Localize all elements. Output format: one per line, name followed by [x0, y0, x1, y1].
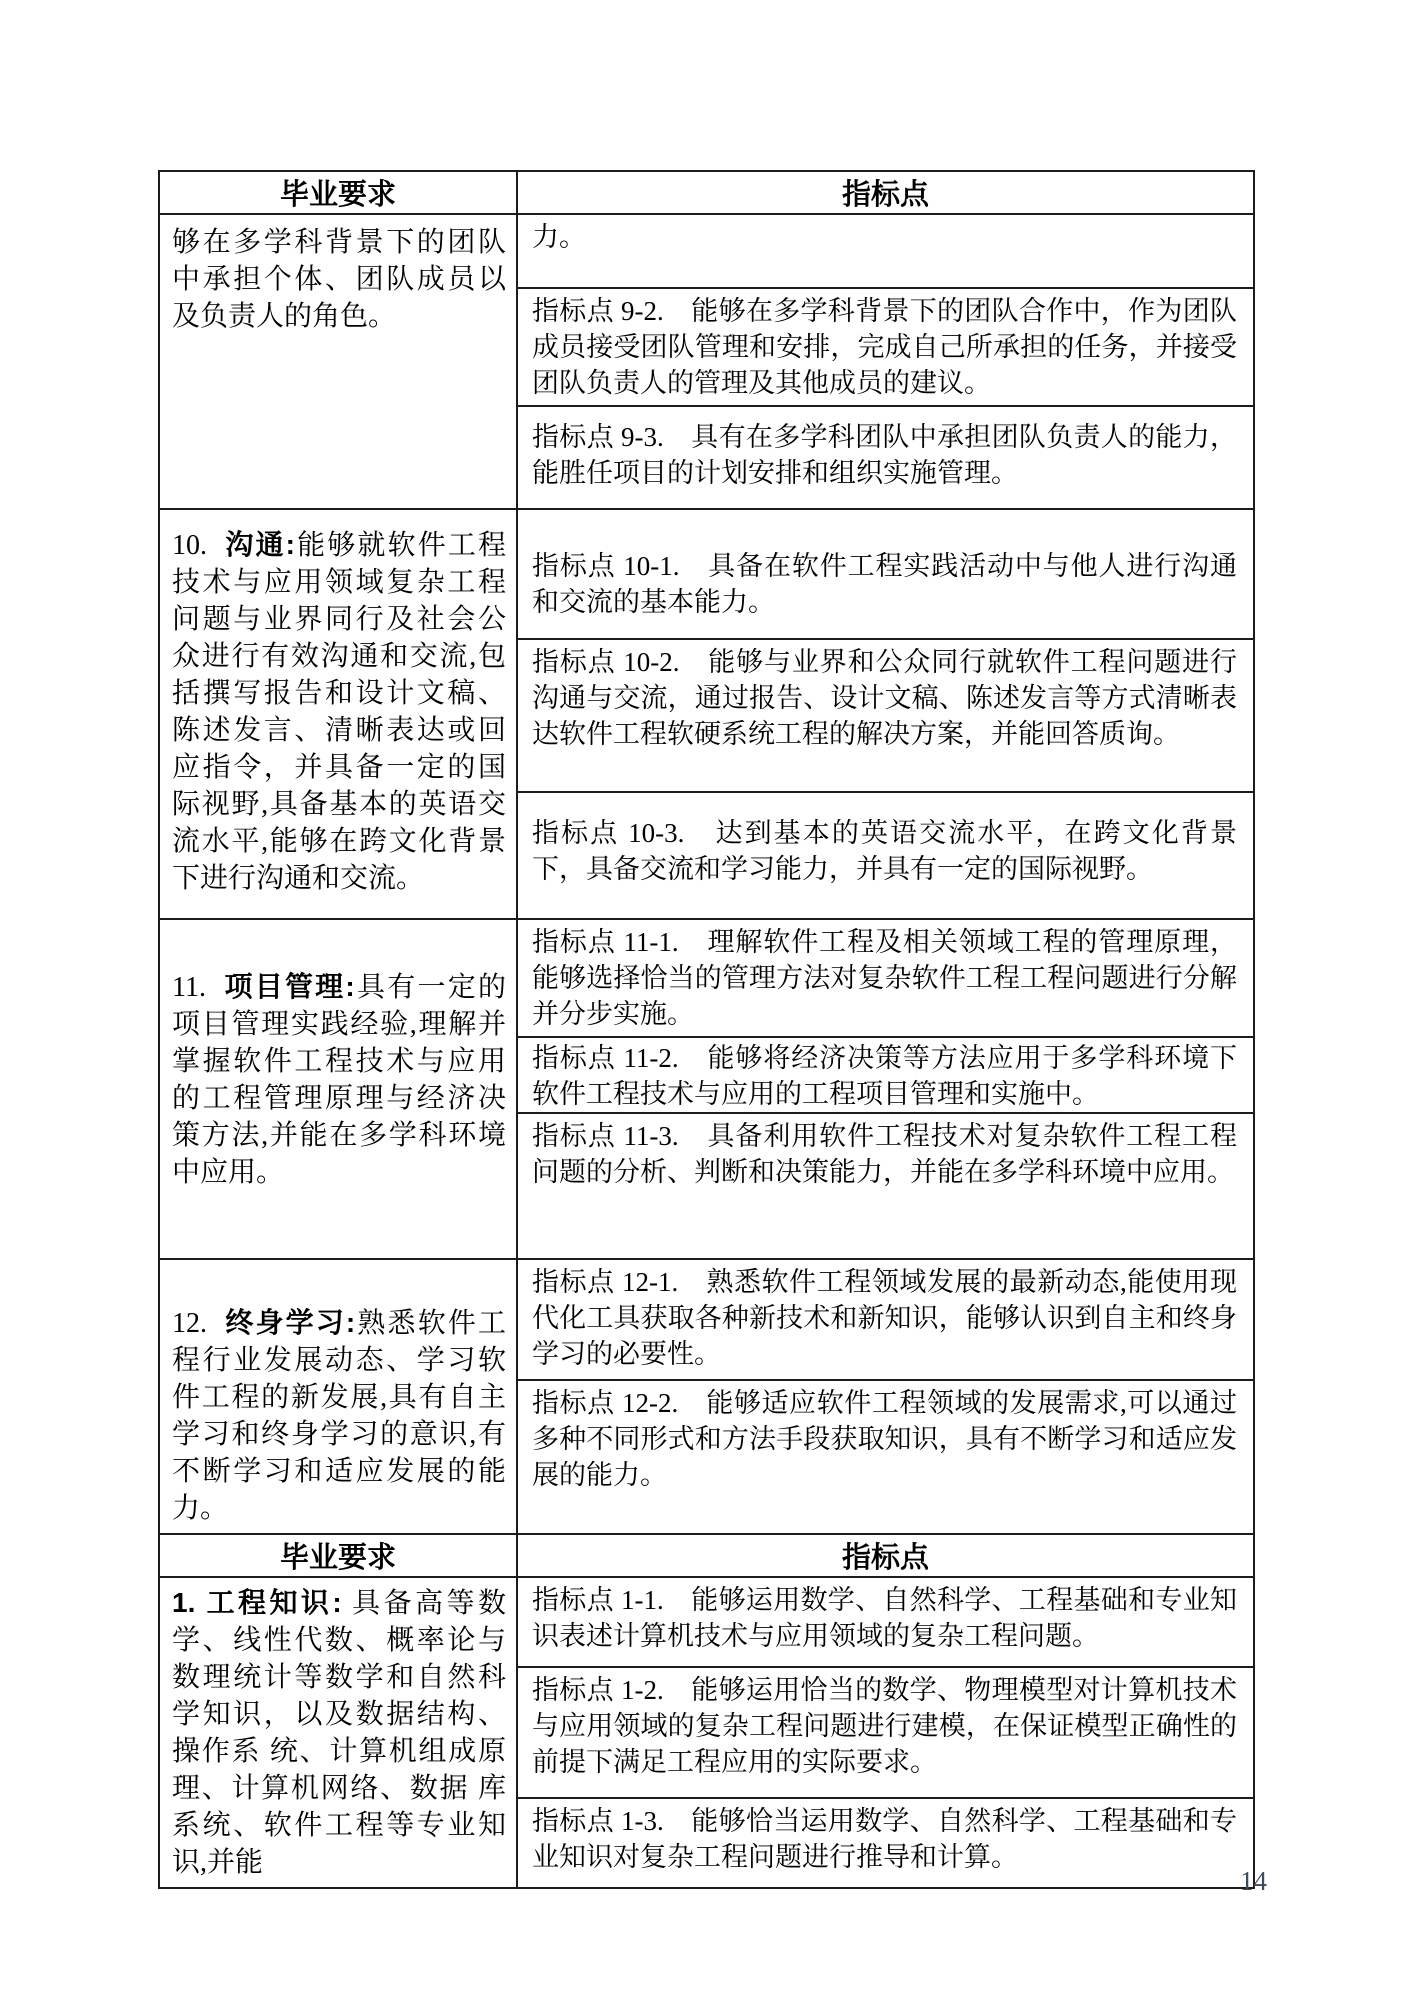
indicator-cell-1-1: 指标点 1-1. 能够运用数学、自然科学、工程基础和专业知识表述计算机技术与应用领域的复杂工程问题。 [517, 1577, 1254, 1667]
requirement-cell-9 [159, 214, 517, 509]
indicator-cell-10-3: 指标点 10-3. 达到基本的英语交流水平，在跨文化背景下，具备交流和学习能力，并具有一定的国际视野。 [517, 792, 1254, 919]
table-row [159, 509, 1254, 639]
requirement-num: 10. [172, 530, 226, 561]
indicator-cell-9-2: 指标点 9-2. 能够在多学科背景下的团队合作中，作为团队成员接受团队管理和安排，完成自己所承担的任务，并接受团队负责人的管理及其他成员的建议。 [517, 288, 1254, 406]
table-header-row-2 [159, 1534, 1254, 1577]
requirement-body: 够在多学科背景下的团队中承担个体、团队成员以及负责人的角色。 [172, 227, 506, 332]
table-row [159, 214, 1254, 288]
requirement-num: 12. [172, 1308, 226, 1339]
requirement-label: 项目管理: [224, 971, 355, 1002]
indicator-cell-10-1: 指标点 10-1. 具备在软件工程实践活动中与他人进行沟通和交流的基本能力。 [517, 509, 1254, 639]
indicator-cell-9-1-cont: 力。 [517, 214, 1254, 288]
indicator-cell-11-1: 指标点 11-1. 理解软件工程及相关领域工程的管理原理，能够选择恰当的管理方法对复杂软件工程工程问题进行分解并分步实施。 [517, 919, 1254, 1037]
requirement-num: 11. [172, 972, 225, 1003]
indicator-cell-11-2: 指标点 11-2. 能够将经济决策等方法应用于多学科环境下软件工程技术与应用的工程项目管理和实施中。 [517, 1037, 1254, 1113]
header-graduation-requirement: 毕业要求 [159, 1534, 517, 1577]
table-row [159, 1577, 1254, 1667]
requirement-cell-11 [159, 919, 517, 1259]
indicator-cell-10-2: 指标点 10-2. 能够与业界和公众同行就软件工程问题进行沟通与交流，通过报告、设计文稿、陈述发言等方式清晰表达软件工程软硬系统工程的解决方案，并能回答质询。 [517, 639, 1254, 792]
indicator-cell-11-3: 指标点 11-3. 具备利用软件工程技术对复杂软件工程工程问题的分析、判断和决策能力，并能在多学科环境中应用。 [517, 1113, 1254, 1259]
indicator-cell-12-2: 指标点 12-2. 能够适应软件工程领域的发展需求,可以通过多种不同形式和方法手段获取知识，具有不断学习和适应发展的能力。 [517, 1380, 1254, 1534]
header-indicator-point: 指标点 [517, 171, 1254, 214]
header-graduation-requirement: 毕业要求 [159, 171, 517, 214]
requirement-label: 终身学习: [225, 1307, 356, 1338]
table-row [159, 1259, 1254, 1380]
page-number: 14 [1240, 1866, 1267, 1896]
indicator-cell-1-2: 指标点 1-2. 能够运用恰当的数学、物理模型对计算机技术与应用领域的复杂工程问题进行建模，在保证模型正确性的前提下满足工程应用的实际要求。 [517, 1667, 1254, 1797]
indicator-cell-9-3: 指标点 9-3. 具有在多学科团队中承担团队负责人的能力，能胜任项目的计划安排和组织实施管理。 [517, 406, 1254, 509]
table-row [159, 919, 1254, 1037]
requirement-cell-1 [159, 1577, 517, 1888]
requirement-body: 熟悉软件工程行业发展动态、学习软件工程的新发展,具有自主学习和终身学习的意识,有不断学习和适应发展的能力。 [172, 1308, 507, 1524]
requirement-cell-12 [159, 1259, 517, 1534]
requirements-indicators-table [158, 170, 1255, 1889]
requirement-label: 沟通: [225, 529, 295, 560]
indicator-cell-1-3: 指标点 1-3. 能够恰当运用数学、自然科学、工程基础和专业知识对复杂工程问题进行推导和计算。 [517, 1798, 1254, 1888]
requirement-body: 能够就软件工程技术与应用领域复杂工程问题与业界同行及社会公众进行有效沟通和交流,包括撰写报告和设计文稿、陈述发言、清晰表达或回应指令，并具备一定的国际视野,具备基本的英语交流水平,能够在跨文化背景下进行沟通和交流。 [172, 530, 507, 894]
requirement-cell-10 [159, 509, 517, 919]
requirement-body: 具备高等数学、线性代数、概率论与数理统计等数学和自然科学知识，以及数据结构、操作系 统、计算机组成原理、计算机网络、数据 库系统、软件工程等专业知识,并能 [172, 1588, 506, 1878]
requirement-label: 1. 工程知识: [172, 1587, 342, 1618]
requirement-body: 具有一定的项目管理实践经验,理解并掌握软件工程技术与应用的工程管理原理与经济决策方法,并能在多学科环境中应用。 [172, 972, 506, 1188]
indicator-cell-12-1: 指标点 12-1. 熟悉软件工程领域发展的最新动态,能使用现代化工具获取各种新技术和新知识，能够认识到自主和终身学习的必要性。 [517, 1259, 1254, 1380]
header-indicator-point: 指标点 [517, 1534, 1254, 1577]
table-header-row-1 [159, 171, 1254, 214]
